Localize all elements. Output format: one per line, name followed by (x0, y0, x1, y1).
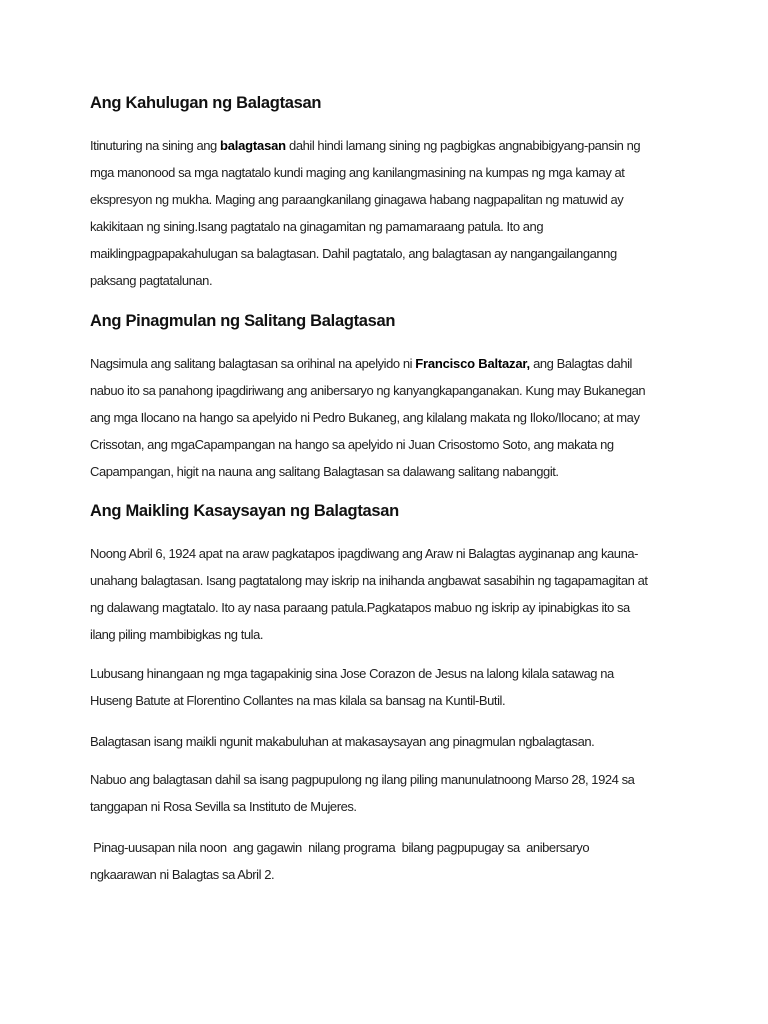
text-line: Huseng Batute at Florentino Collantes na mas kilala sa bansag na Kuntil-Butil. (90, 693, 506, 708)
text-line: mga manonood sa mga nagtatalo kundi maging ang kanilangmasining na kumpas ng mga kamay at (90, 165, 625, 180)
paragraph-kasaysayan-3 (90, 728, 594, 755)
text-line: ngkaarawan ni Balagtas sa Abril 2. (90, 867, 275, 882)
text-line: ng dalawang magtatalo. Ito ay nasa paraang patula.Pagkatapos mabuo ng iskrip ay ipinabigkas ito sa (90, 600, 630, 615)
paragraph-kasaysayan-2 (90, 660, 614, 714)
text-line: Pinag-uusapan nila noon ang gagawin nilang programa bilang pagpupugay sa anibersaryo (90, 840, 590, 855)
paragraph-pinagmulan (90, 350, 645, 485)
paragraph-kasaysayan-5 (90, 834, 589, 888)
text-line: unahang balagtasan. Isang pagtatalong may iskrip na inihanda angbawat sasabihin ng tagapamagitan at (90, 573, 648, 588)
bold-term-balagtasan: balagtasan (219, 138, 286, 153)
text-line: tanggapan ni Rosa Sevilla sa Instituto de Mujeres. (90, 799, 357, 814)
text-line: Itinuturing na sining ang balagtasan dahil hindi lamang sining ng pagbigkas angnabibigyang-pansin ng (90, 138, 641, 153)
text-line: kakikitaan ng sining.Isang pagtatalo na ginagamitan ng pamamaraang patula. Ito ang (90, 219, 544, 234)
text-line: Lubusang hinangaan ng mga tagapakinig sina Jose Corazon de Jesus na lalong kilala satawag na (90, 666, 614, 681)
section-heading-pinagmulan: Ang Pinagmulan ng Salitang Balagtasan (90, 312, 396, 330)
text-line: ekspresyon ng mukha. Maging ang paraangkanilang ginagawa habang nagpapalitan ng matuwid ay (90, 192, 624, 207)
paragraph-kasaysayan-1 (90, 540, 648, 648)
text-line: nabuo ito sa panahong ipagdiriwang ang anibersaryo ng kanyangkapanganakan. Kung may Bukanegan (90, 383, 646, 398)
section-heading-kasaysayan: Ang Maikling Kasaysayan ng Balagtasan (90, 502, 399, 520)
paragraph-kahulugan (90, 132, 640, 294)
text-line: Balagtasan isang maikli ngunit makabuluhan at makasaysayan ang pinagmulan ngbalagtasan. (90, 734, 595, 749)
bold-term-francisco-baltazar: Francisco Baltazar, (415, 356, 530, 371)
text-line: Noong Abril 6, 1924 apat na araw pagkatapos ipagdiwang ang Araw ni Balagtas ayginanap ang kauna- (90, 546, 639, 561)
text-line: Crissotan, ang mgaCapampangan na hango sa apelyido ni Juan Crisostomo Soto, ang makata ng (90, 437, 614, 452)
paragraph-kasaysayan-4 (90, 766, 634, 820)
text-line: paksang pagtatalunan. (90, 273, 213, 288)
text-line: Nabuo ang balagtasan dahil sa isang pagpupulong ng ilang piling manunulatnoong Marso 28, 1924 sa (90, 772, 635, 787)
text-line: maiklingpagpapakahulugan sa balagtasan. Dahil pagtatalo, ang balagtasan ay nangangailanganng (90, 246, 617, 261)
text-line: ang mga Ilocano na hango sa apelyido ni Pedro Bukaneg, ang kilalang makata ng Iloko/Ilocano; at may (90, 410, 640, 425)
text-line: ilang piling mambibigkas ng tula. (90, 627, 264, 642)
text-line: Capampangan, higit na nauna ang salitang Balagtasan sa dalawang salitang nabanggit. (90, 464, 559, 479)
text-line: Nagsimula ang salitang balagtasan sa orihinal na apelyido ni Francisco Baltazar, ang Balagtas dahil (90, 356, 632, 371)
section-heading-kahulugan: Ang Kahulugan ng Balagtasan (90, 94, 322, 112)
